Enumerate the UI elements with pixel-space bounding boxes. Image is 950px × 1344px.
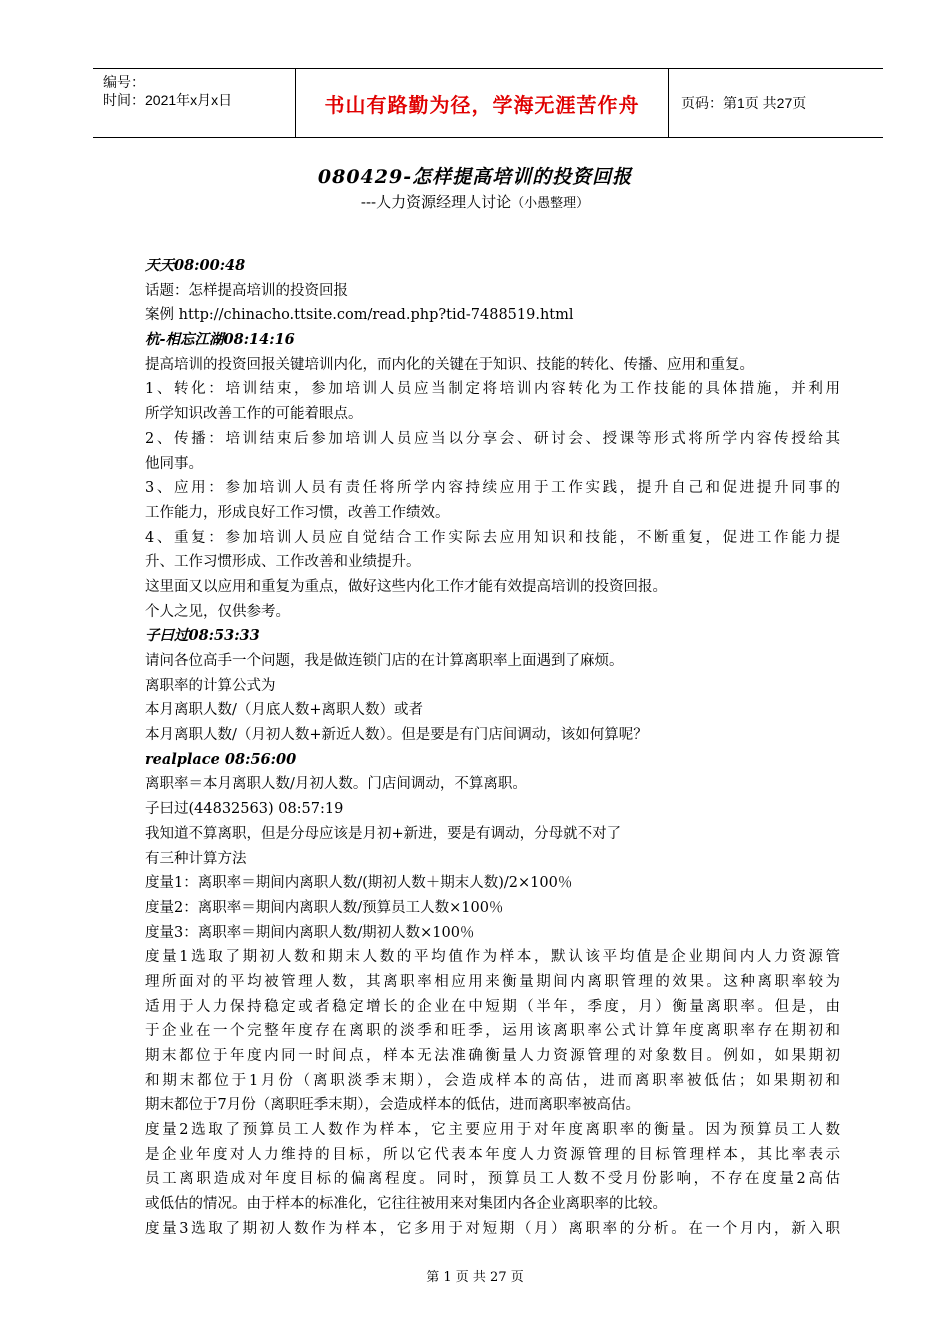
text-line: 度量2选取了预算员工人数作为样本，它主要应用于对年度离职率的衡量。因为预算员工人数 [145, 1122, 840, 1139]
text-line: 4、重复：参加培训人员应自觉结合工作实际去应用知识和技能，不断重复，促进工作能力提 [145, 529, 840, 546]
text-line: 有三种计算方法 [145, 850, 247, 867]
page-header [93, 68, 883, 138]
document-number-label: 编号： [103, 74, 145, 90]
text-line: 我知道不算离职，但是分母应该是月初+新进，要是有调动，分母就不对了 [145, 825, 622, 842]
text-line: 这里面又以应用和重复为重点，做好这些内化工作才能有效提高培训的投资回报。 [145, 578, 667, 595]
document-body [145, 254, 840, 1242]
text-line: 员工离职造成对年度目标的偏离程度。同时，预算员工人数不受月份影响，不存在度量2高估 [145, 1171, 840, 1188]
text-line: 请问各位高手一个问题，我是做连锁门店的在计算离职率上面遇到了麻烦。 [145, 653, 624, 669]
text-line: 升、工作习惯形成、工作改善和业绩提升。 [145, 554, 421, 571]
text-line: 他同事。 [145, 455, 203, 472]
text-line: 和期末都位于1月份（离职淡季末期），会造成样本的高估，进而离职率被低估；如果期初和 [145, 1072, 840, 1089]
text-line: 度量2：离职率＝期间内离职人数/预算员工人数×100％ [145, 899, 504, 916]
text-line: 本月离职人数/（月底人数+离职人数）或者 [145, 702, 424, 719]
text-line: 本月离职人数/（月初人数+新近人数）。但是要是有门店间调动，该如何算呢？ [145, 727, 648, 744]
text-line: 3、应用：参加培训人员有责任将所学内容持续应用于工作实践，提升自己和促进提升同事的 [145, 480, 840, 497]
text-line: 离职率＝本月离职人数/月初人数。门店间调动，不算离职。 [145, 776, 527, 793]
speaker-line: 子曰过08:53:33 [145, 627, 260, 645]
text-line: 期末都位于7月份（离职旺季末期），会造成样本的低估，进而离职率被高估。 [145, 1097, 640, 1114]
subtitle-main: ---人力资源经理人讨论 [360, 193, 512, 211]
document-subtitle [0, 191, 950, 212]
text-line: 是企业年度对人力维持的目标，所以它代表本年度人力资源管理的目标管理样本，其比率表示 [145, 1146, 840, 1163]
document-title: 080429-怎样提高培训的投资回报 [317, 166, 633, 188]
text-line: 个人之见，仅供参考。 [145, 603, 290, 620]
text-line: 案例 http://chinacho.ttsite.com/read.php?tid-7488519.html [145, 307, 574, 324]
header-motto: 书山有路勤为径，学海无涯苦作舟 [295, 69, 669, 137]
text-line: 提高培训的投资回报关键培训内化，而内化的关键在于知识、技能的转化、传播、应用和重复。 [145, 356, 754, 373]
text-line: 话题：怎样提高培训的投资回报 [145, 282, 348, 299]
speaker-line: 天天08:00:48 [145, 257, 246, 274]
text-line: 适用于人力保持稳定或者稳定增长的企业在中短期（半年，季度，月）衡量离职率。但是，由 [145, 998, 840, 1015]
subtitle-note: （小愚整理） [511, 196, 590, 211]
text-line: 度量1：离职率＝期间内离职人数/(期初人数＋期末人数)/2×100％ [145, 875, 573, 892]
text-line: 期末都位于年度内同一时间点，样本无法准确衡量人力资源管理的对象数目。例如，如果期初 [145, 1048, 840, 1064]
speaker-line: realplace 08:56:00 [145, 750, 297, 768]
page-footer: 第 1 页 共 27 页 [426, 1270, 524, 1285]
header-page-info: 页码：第1页 共27页 [681, 95, 807, 111]
text-line: 离职率的计算公式为 [145, 677, 276, 694]
document-time-label: 时间：2021年x月x日 [103, 92, 233, 108]
text-line: 子曰过(44832563) 08:57:19 [145, 801, 344, 818]
text-line: 度量1选取了期初人数和期末人数的平均值作为样本，默认该平均值是企业期间内人力资源管 [145, 949, 840, 966]
text-line: 度量3：离职率＝期间内离职人数/期初人数×100％ [145, 924, 475, 941]
header-meta [93, 69, 295, 137]
text-line: 工作能力，形成良好工作习惯，改善工作绩效。 [145, 504, 450, 521]
text-line: 2、传播：培训结束后参加培训人员应当以分享会、研讨会、授课等形式将所学内容传授给其 [145, 430, 840, 447]
text-line: 度量3选取了期初人数作为样本，它多用于对短期（月）离职率的分析。在一个月内，新入职 [145, 1220, 840, 1237]
text-line: 于企业在一个完整年度存在离职的淡季和旺季，运用该离职率公式计算年度离职率存在期初和 [145, 1023, 840, 1040]
text-line: 1、转化：培训结束，参加培训人员应当制定将培训内容转化为工作技能的具体措施，并利用 [145, 381, 840, 398]
text-line: 所学知识改善工作的可能着眼点。 [145, 406, 363, 423]
text-line: 理所面对的平均被管理人数，其离职率相应用来衡量期间内离职管理的效果。这种离职率较为 [145, 973, 840, 990]
text-line: 或低估的情况。由于样本的标准化，它往往被用来对集团内各企业离职率的比较。 [145, 1196, 667, 1213]
speaker-line: 杭-相忘江湖08:14:16 [145, 331, 295, 349]
